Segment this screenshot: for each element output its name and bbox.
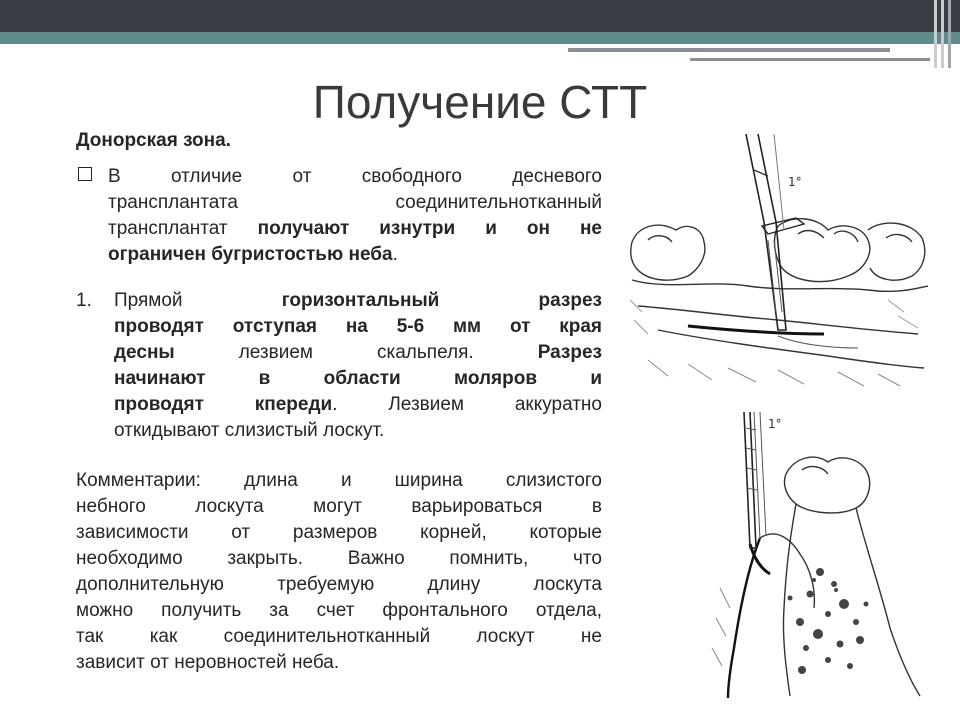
comment-line: дополнительную требуемую длину лоскута — [76, 574, 602, 595]
comment-line: Комментарии: длина и ширина слизистого — [76, 470, 602, 491]
bold-text-run: проводят кпереди — [114, 394, 333, 415]
numbered-paragraph — [114, 288, 602, 444]
bullet-paragraph — [108, 164, 602, 268]
bold-text-run: начинают в области моляров и — [114, 368, 602, 389]
header-vertical-stripes — [930, 0, 960, 68]
text-line — [108, 190, 602, 216]
bold-text-run: десны — [114, 342, 175, 363]
cross-section-illustration — [690, 408, 926, 698]
text-line — [114, 392, 602, 418]
header-dark-bar — [0, 0, 960, 32]
text-line — [108, 242, 602, 268]
header-teal-band — [0, 32, 960, 44]
text-run: В отличие от свободного десневого — [108, 166, 602, 187]
text-line — [114, 340, 602, 366]
bold-text-run: проводят отступая на 5-6 мм от края — [114, 316, 602, 337]
text-run: трансплантата соединительнотканный — [108, 192, 602, 213]
header-accent-line — [568, 48, 890, 52]
comment-line: небного лоскута могут варьироваться в — [76, 496, 602, 517]
comments-paragraph — [76, 468, 602, 676]
angle-label-bottom: 1° — [768, 417, 782, 431]
checkbox-bullet-icon — [78, 167, 92, 181]
comment-line: так как соединительнотканный лоскут не — [76, 626, 602, 647]
bold-text-run: горизонтальный разрез — [281, 290, 602, 311]
header-accent-line-short — [690, 58, 930, 61]
comment-line: необходимо закрыть. Важно помнить, что — [76, 548, 602, 569]
text-run: трансплантат — [108, 218, 258, 239]
text-line — [108, 164, 602, 190]
text-run: откидывают слизистый лоскут. — [114, 420, 385, 441]
text-line — [114, 418, 602, 444]
bold-text-run: ограничен бугристостью неба — [108, 244, 393, 265]
palate-incision-illustration — [628, 130, 928, 392]
text-line — [114, 288, 602, 314]
list-number: 1. — [76, 290, 92, 311]
comment-line: зависимости от размеров корней, которые — [76, 522, 602, 543]
slide-title: Получение СТТ — [312, 76, 648, 128]
text-run: лезвием скальпеля. — [174, 342, 538, 363]
text-run: Прямой — [114, 290, 282, 311]
angle-label-top: 1° — [788, 175, 802, 189]
donor-zone-heading: Донорская зона. — [76, 130, 231, 151]
text-line — [114, 366, 602, 392]
text-run: . Лезвием аккуратно — [332, 394, 602, 415]
bold-text-run: получают изнутри и он не — [257, 218, 602, 239]
comment-line: зависит от неровностей неба. — [76, 652, 340, 673]
comment-line: можно получить за счет фронтального отдела, — [76, 600, 602, 621]
text-line — [114, 314, 602, 340]
text-run: . — [392, 244, 398, 265]
bold-text-run: Разрез — [537, 342, 602, 363]
text-line — [108, 216, 602, 242]
